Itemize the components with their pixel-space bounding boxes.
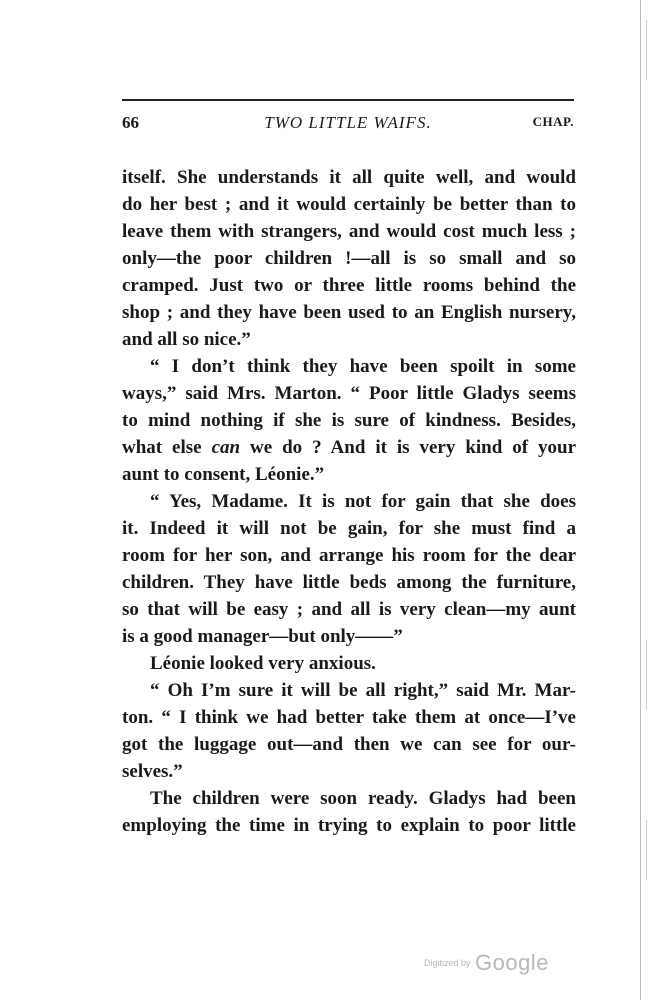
- text-line: children. They have little beds among the furniture,: [122, 572, 576, 593]
- text-line: leave them with strangers, and would cost much less ;: [122, 221, 576, 242]
- page-edge-mark: [646, 640, 647, 710]
- watermark-prefix: Digitized by: [424, 958, 471, 968]
- chapter-label: CHAP.: [532, 114, 574, 129]
- body-text: [122, 164, 576, 839]
- text-segment: we do ? And it is very kind of your: [250, 437, 577, 458]
- page-header: [122, 113, 574, 135]
- text-line: ton. “ I think we had better take them at once—I’ve: [122, 707, 576, 728]
- page-edge-line: [640, 0, 641, 1000]
- text-line: selves.”: [122, 761, 183, 782]
- page-number: 66: [122, 113, 139, 132]
- text-line: is a good manager—but only——”: [122, 626, 403, 647]
- text-line: The children were soon ready. Gladys had been: [150, 788, 576, 809]
- text-line: [122, 434, 576, 461]
- italic-word: can: [211, 437, 241, 458]
- text-line: got the luggage out—and then we can see for our-: [122, 734, 576, 755]
- digitized-watermark: [424, 950, 549, 976]
- text-line: so that will be easy ; and all is very clean—my aunt: [122, 599, 576, 620]
- text-line: itself. She understands it all quite well, and would: [122, 167, 576, 188]
- running-title: TWO LITTLE WAIFS.: [264, 113, 432, 132]
- text-line: cramped. Just two or three little rooms behind the: [122, 275, 576, 296]
- page-edge-mark: [646, 820, 647, 880]
- text-line: aunt to consent, Léonie.”: [122, 464, 325, 485]
- text-line: shop ; and they have been used to an English nursery,: [122, 302, 576, 323]
- text-line: and all so nice.”: [122, 329, 251, 350]
- text-line: it. Indeed it will not be gain, for she must find a: [122, 518, 576, 539]
- text-line: to mind nothing if she is sure of kindness. Besides,: [122, 410, 576, 431]
- text-line: “ Oh I’m sure it will be all right,” said Mr. Mar-: [150, 680, 576, 701]
- text-line: “ Yes, Madame. It is not for gain that she does: [150, 491, 576, 512]
- text-line: room for her son, and arrange his room for the dear: [122, 545, 576, 566]
- watermark-logo: Google: [474, 950, 549, 975]
- text-segment: what else: [122, 437, 202, 458]
- text-line: do her best ; and it would certainly be better than to: [122, 194, 576, 215]
- page-edge-mark: [646, 20, 647, 80]
- text-line: ways,” said Mrs. Marton. “ Poor little Gladys seems: [122, 383, 576, 404]
- header-rule: [122, 99, 574, 101]
- text-line: employing the time in trying to explain to poor little: [122, 815, 576, 836]
- text-line: only—the poor children !—all is so small and so: [122, 248, 576, 269]
- text-line: “ I don’t think they have been spoilt in some: [150, 356, 576, 377]
- text-line: Léonie looked very anxious.: [150, 653, 376, 674]
